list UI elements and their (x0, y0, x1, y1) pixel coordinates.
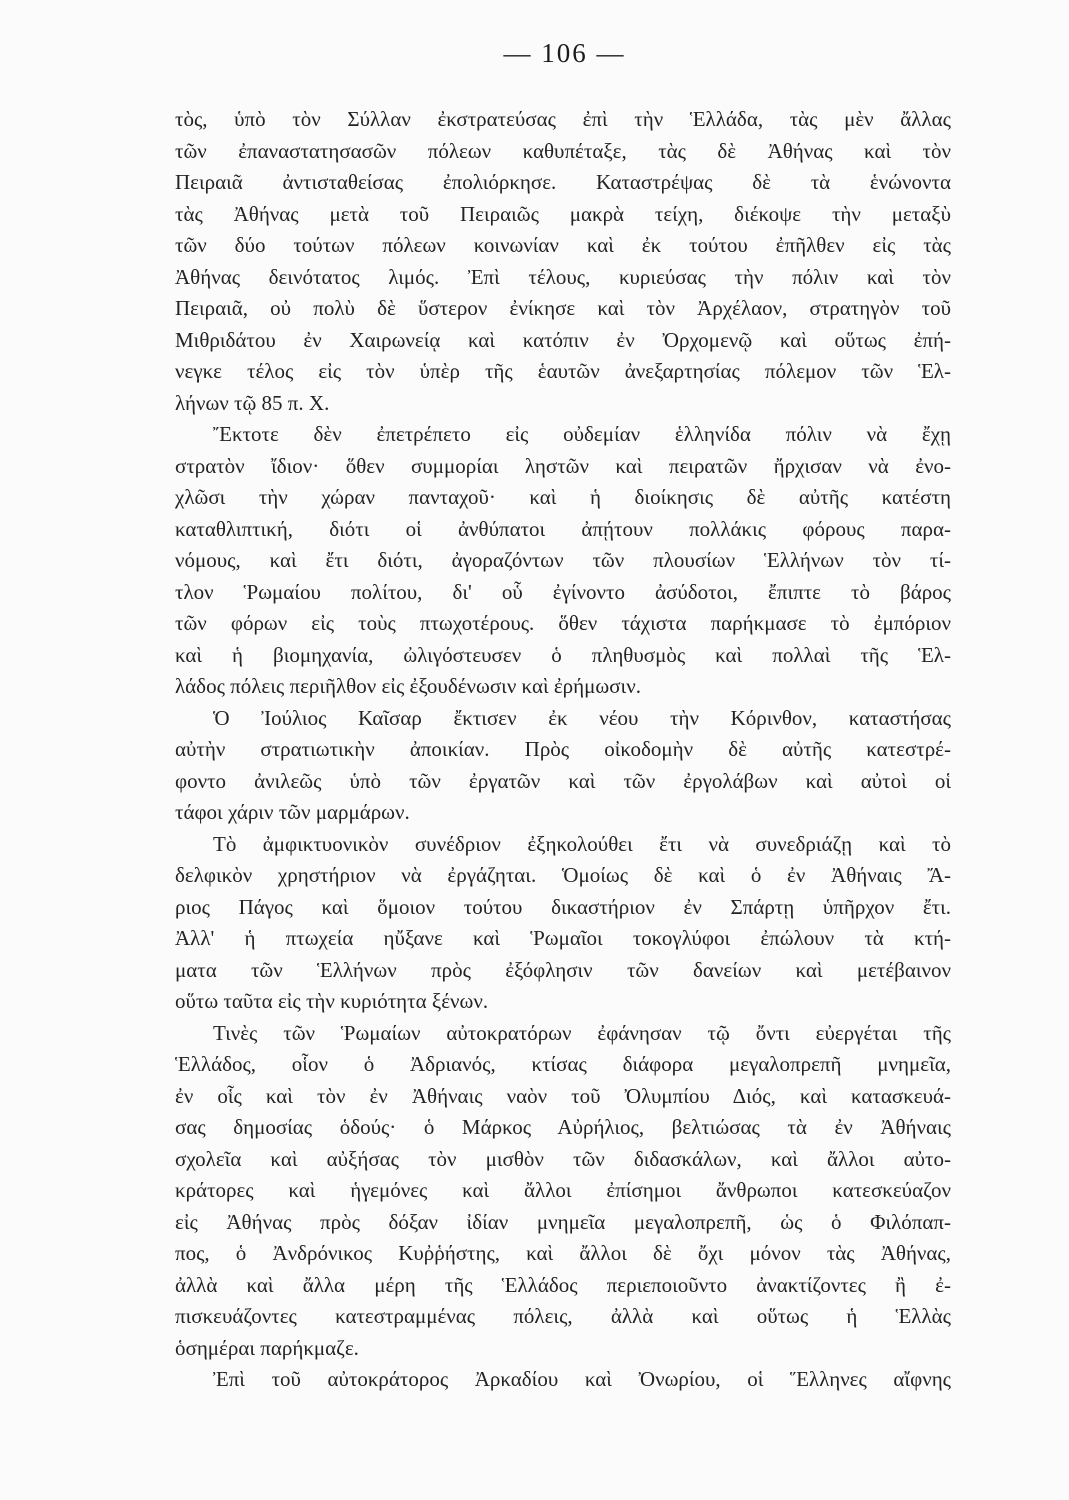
text-line: δελφικὸν χρηστήριον νὰ ἐργάζηται. Ὁμοίως δὲ καὶ ὁ ἐν Ἀθήναις Ἄ- (175, 863, 951, 887)
text-line: ριος Πάγος καὶ ὅμοιον τούτου δικαστήριον ἐν Σπάρτῃ ὑπῆρχον ἔτι. (175, 894, 951, 919)
text-line: νόμους, καὶ ἔτι διότι, ἀγοραζόντων τῶν πλουσίων Ἑλλήνων τὸν τί- (175, 548, 951, 572)
text-line: τῶν ἐπαναστατησασῶν πόλεων καθυπέταξε, τὰς δὲ Ἀθήνας καὶ τὸν (175, 138, 951, 163)
text-line: Ἀθήνας δεινότατος λιμός. Ἐπὶ τέλους, κυριεύσας τὴν πόλιν καὶ τὸν (175, 264, 951, 289)
text-line: Μιθριδάτου ἐν Χαιρωνείᾳ καὶ κατόπιν ἐν Ὀρχομενῷ καὶ οὕτως ἐπή- (175, 327, 951, 352)
text-line: τάφοι χάριν τῶν μαρμάρων. (175, 800, 410, 824)
text-line: λάδος πόλεις περιῆλθον εἰς ἐξουδένωσιν καὶ ἐρήμωσιν. (175, 674, 641, 698)
text-line: λήνων τῷ 85 π. Χ. (175, 390, 330, 415)
text-line: τῶν φόρων εἰς τοὺς πτωχοτέρους. ὅθεν τάχιστα παρήκμασε τὸ ἐμπόριον (175, 611, 951, 635)
text-line: Πειραιᾶ ἀντισταθείσας ἐπολιόρκησε. Καταστρέψας δὲ τὰ ἑνώνοντα (175, 170, 951, 194)
paragraph-start-line: Ἐπὶ τοῦ αὐτοκράτορος Ἀρκαδίου καὶ Ὀνωρίου, οἱ Ἕλληνες αἴφνης (213, 1367, 951, 1391)
text-line: καὶ ἡ βιομηχανία, ὠλιγόστευσεν ὁ πληθυσμὸς καὶ πολλαὶ τῆς Ἑλ- (175, 642, 951, 667)
text-line: νεγκε τέλος εἰς τὸν ὑπὲρ τῆς ἑαυτῶν ἀνεξαρτησίας πόλεμον τῶν Ἑλ- (175, 359, 951, 383)
paragraph-start-line: Τὸ ἀμφικτυονικὸν συνέδριον ἐξηκολούθει ἔτι νὰ συνεδριάζῃ καὶ τὸ (213, 831, 951, 856)
body-text (175, 104, 951, 1396)
text-line: φοντο ἀνιλεῶς ὑπὸ τῶν ἐργατῶν καὶ τῶν ἐργολάβων καὶ αὐτοὶ οἱ (175, 768, 951, 793)
text-line: τλον Ῥωμαίου πολίτου, δι' οὗ ἐγίνοντο ἀσύδοτοι, ἔπιπτε τὸ βάρος (175, 579, 951, 604)
text-line: εἰς Ἀθήνας πρὸς δόξαν ἰδίαν μνημεῖα μεγαλοπρεπῆ, ὡς ὁ Φιλόπαπ- (175, 1209, 951, 1234)
paragraph-start-line: Ὁ Ἰούλιος Καῖσαρ ἔκτισεν ἐκ νέου τὴν Κόρινθον, καταστήσας (213, 705, 951, 730)
text-line: πισκευάζοντες κατεστραμμένας πόλεις, ἀλλὰ καὶ οὕτως ἡ Ἑλλὰς (175, 1304, 951, 1328)
text-line: σχολεῖα καὶ αὐξήσας τὸν μισθὸν τῶν διδασκάλων, καὶ ἄλλοι αὐτο- (175, 1146, 951, 1171)
text-line: τῶν δύο τούτων πόλεων κοινωνίαν καὶ ἐκ τούτου ἐπῆλθεν εἰς τὰς (175, 233, 951, 257)
text-line: ματα τῶν Ἑλλήνων πρὸς ἐξόφλησιν τῶν δανείων καὶ μετέβαινον (175, 957, 951, 982)
text-line: τὸς, ὑπὸ τὸν Σύλλαν ἐκστρατεύσας ἐπὶ τὴν Ἑλλάδα, τὰς μὲν ἄλλας (175, 107, 951, 131)
text-line: χλῶσι τὴν χώραν πανταχοῦ· καὶ ἡ διοίκησις δὲ αὐτῆς κατέστη (175, 485, 951, 509)
paragraph-start-line: Τινὲς τῶν Ῥωμαίων αὐτοκρατόρων ἐφάνησαν τῷ ὄντι εὐεργέται τῆς (213, 1020, 951, 1045)
text-line: σας δημοσίας ὁδούς· ὁ Μάρκος Αὐρήλιος, βελτιώσας τὰ ἐν Ἀθήναις (175, 1115, 951, 1139)
text-line: πος, ὁ Ἀνδρόνικος Κυῤῥήστης, καὶ ἄλλοι δὲ ὄχι μόνον τὰς Ἀθήνας, (175, 1241, 951, 1265)
text-line: Ἑλλάδος, οἷον ὁ Ἀδριανός, κτίσας διάφορα μεγαλοπρεπῆ μνημεῖα, (175, 1052, 951, 1076)
text-line: ἀλλὰ καὶ ἄλλα μέρη τῆς Ἑλλάδος περιεποιοῦντο ἀνακτίζοντες ἢ ἐ- (175, 1272, 951, 1297)
paragraph-start-line: Ἔκτοτε δὲν ἐπετρέπετο εἰς οὐδεμίαν ἑλληνίδα πόλιν νὰ ἔχῃ (213, 422, 951, 446)
text-line: αὐτὴν στρατιωτικὴν ἀποικίαν. Πρὸς οἰκοδομὴν δὲ αὐτῆς κατεστρέ- (175, 737, 951, 761)
text-line: ἐν οἷς καὶ τὸν ἐν Ἀθήναις ναὸν τοῦ Ὀλυμπίου Διός, καὶ κατασκευά- (175, 1083, 951, 1108)
text-line: ὁσημέραι παρήκμαζε. (175, 1335, 359, 1360)
text-line: καταθλιπτική, διότι οἱ ἀνθύπατοι ἀπῄτουν πολλάκις φόρους παρα- (175, 516, 951, 541)
text-line: κράτορες καὶ ἡγεμόνες καὶ ἄλλοι ἐπίσημοι ἄνθρωποι κατεσκεύαζον (175, 1178, 951, 1202)
text-line: τὰς Ἀθήνας μετὰ τοῦ Πειραιῶς μακρὰ τείχη, διέκοψε τὴν μεταξὺ (175, 201, 951, 226)
text-line: Ἀλλ' ἡ πτωχεία ηὔξανε καὶ Ῥωμαῖοι τοκογλύφοι ἐπώλουν τὰ κτή- (175, 926, 951, 950)
text-line: Πειραιᾶ, οὐ πολὺ δὲ ὕστερον ἐνίκησε καὶ τὸν Ἀρχέλαον, στρατηγὸν τοῦ (175, 296, 951, 320)
page-number: — 106 — (503, 38, 626, 68)
text-line: στρατὸν ἴδιον· ὅθεν συμμορίαι ληστῶν καὶ πειρατῶν ἤρχισαν νὰ ἐνο- (175, 453, 951, 478)
text-line: οὕτω ταῦτα εἰς τὴν κυριότητα ξένων. (175, 989, 489, 1013)
